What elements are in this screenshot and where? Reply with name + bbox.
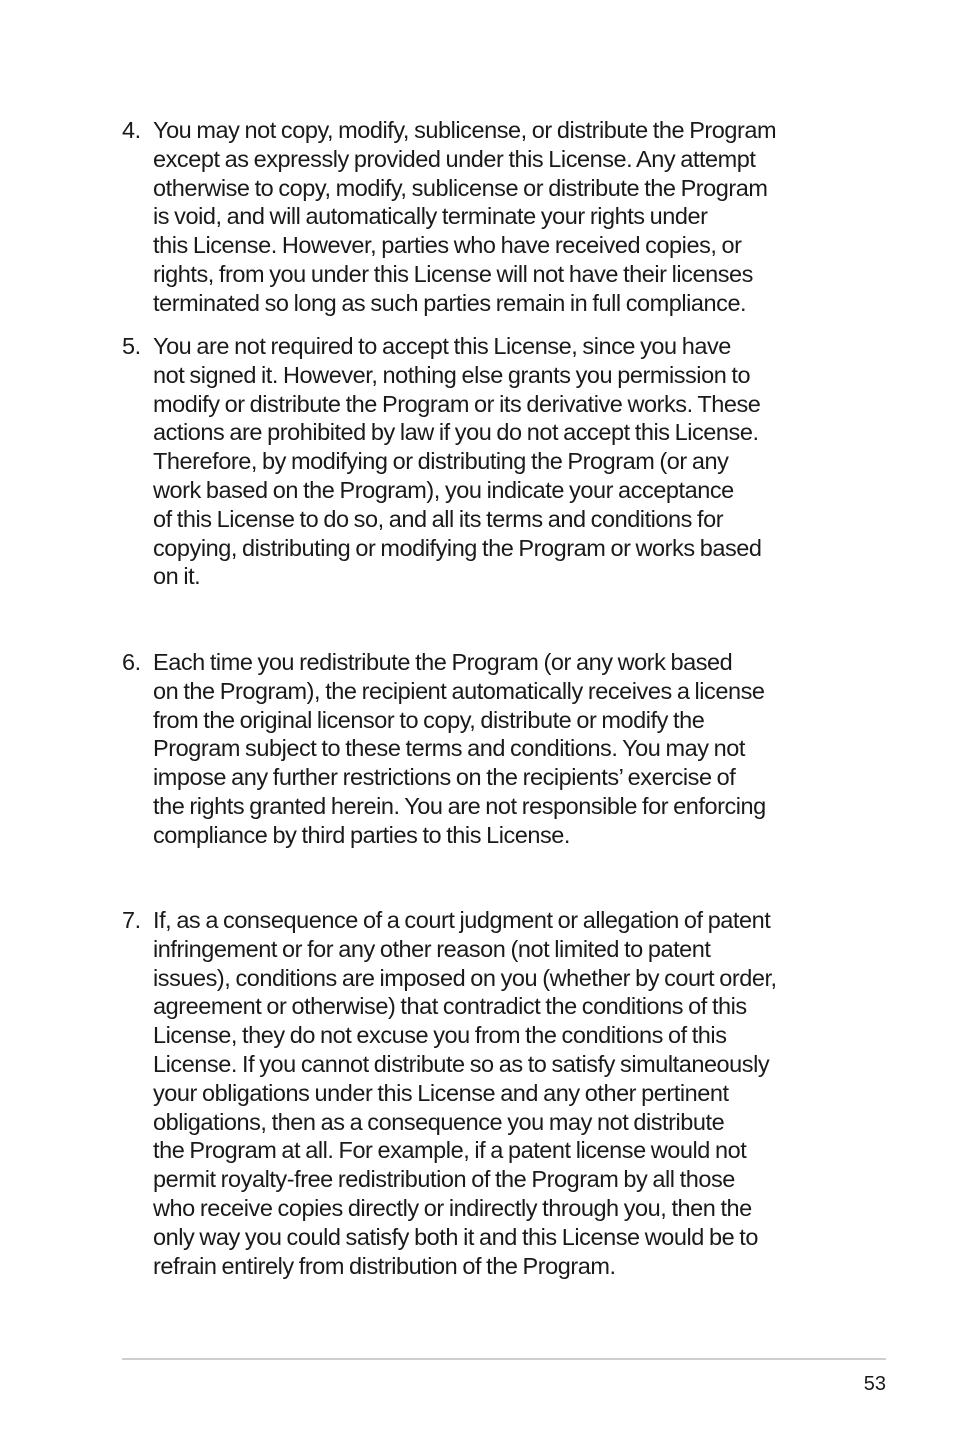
page-number: 53: [863, 1373, 886, 1395]
text-line: who receive copies directly or indirectly through you, then the: [153, 1194, 752, 1221]
text-line: this License. However, parties who have received copies, or: [153, 232, 742, 259]
text-line: only way you could satisfy both it and this License would be to: [153, 1223, 758, 1250]
text-line: except as expressly provided under this License. Any attempt: [153, 145, 756, 172]
text-line: otherwise to copy, modify, sublicense or distribute the Program: [153, 174, 768, 201]
text-line: modify or distribute the Program or its derivative works. These: [153, 390, 761, 417]
text-line: impose any further restrictions on the recipients’ exercise of: [153, 764, 736, 791]
text-line: Program subject to these terms and conditions. You may not: [153, 735, 745, 762]
text-line: of this License to do so, and all its terms and conditions for: [153, 505, 724, 532]
text-line: compliance by third parties to this License.: [153, 821, 571, 848]
item-text: [153, 332, 853, 591]
item-number: 4.: [122, 117, 141, 143]
text-line: If, as a consequence of a court judgment or allegation of patent: [153, 907, 771, 933]
text-line: the rights granted herein. You are not responsible for enforcing: [153, 792, 766, 819]
text-line: agreement or otherwise) that contradict the conditions of this: [153, 993, 747, 1020]
text-line: Each time you redistribute the Program (or any work based: [153, 649, 733, 675]
item-text: [153, 906, 853, 1280]
text-line: is void, and will automatically terminate your rights under: [153, 203, 708, 230]
text-line: License, they do not excuse you from the conditions of this: [153, 1022, 727, 1049]
text-line: issues), conditions are imposed on you (whether by court order,: [153, 964, 777, 991]
item-text: [153, 116, 853, 318]
text-line: permit royalty-free redistribution of the Program by all those: [153, 1166, 735, 1193]
text-line: on the Program), the recipient automatically receives a license: [153, 677, 765, 704]
text-line: actions are prohibited by law if you do not accept this License.: [153, 419, 759, 446]
text-line: copying, distributing or modifying the Program or works based: [153, 534, 762, 561]
item-number: 6.: [122, 649, 141, 675]
text-line: work based on the Program), you indicate your acceptance: [153, 476, 734, 503]
text-line: Therefore, by modifying or distributing the Program (or any: [153, 448, 729, 475]
text-line: You are not required to accept this License, since you have: [153, 333, 731, 359]
text-line: not signed it. However, nothing else grants you permission to: [153, 361, 751, 388]
text-line: refrain entirely from distribution of the Program.: [153, 1252, 616, 1279]
item-number: 7.: [122, 907, 141, 933]
text-line: your obligations under this License and any other pertinent: [153, 1079, 729, 1106]
text-line: the Program at all. For example, if a patent license would not: [153, 1137, 747, 1164]
text-line: You may not copy, modify, sublicense, or distribute the Program: [153, 117, 777, 143]
text-line: on it.: [153, 563, 201, 590]
text-line: from the original licensor to copy, distribute or modify the: [153, 706, 705, 733]
item-text: [153, 648, 853, 850]
text-line: infringement or for any other reason (not limited to patent: [153, 935, 711, 962]
item-number: 5.: [122, 333, 141, 359]
text-line: terminated so long as such parties remain in full compliance.: [153, 289, 747, 316]
text-line: obligations, then as a consequence you may not distribute: [153, 1108, 725, 1135]
text-line: rights, from you under this License will not have their licenses: [153, 260, 753, 287]
text-line: License. If you cannot distribute so as to satisfy simultaneously: [153, 1050, 770, 1077]
footer-divider: [122, 1358, 886, 1360]
